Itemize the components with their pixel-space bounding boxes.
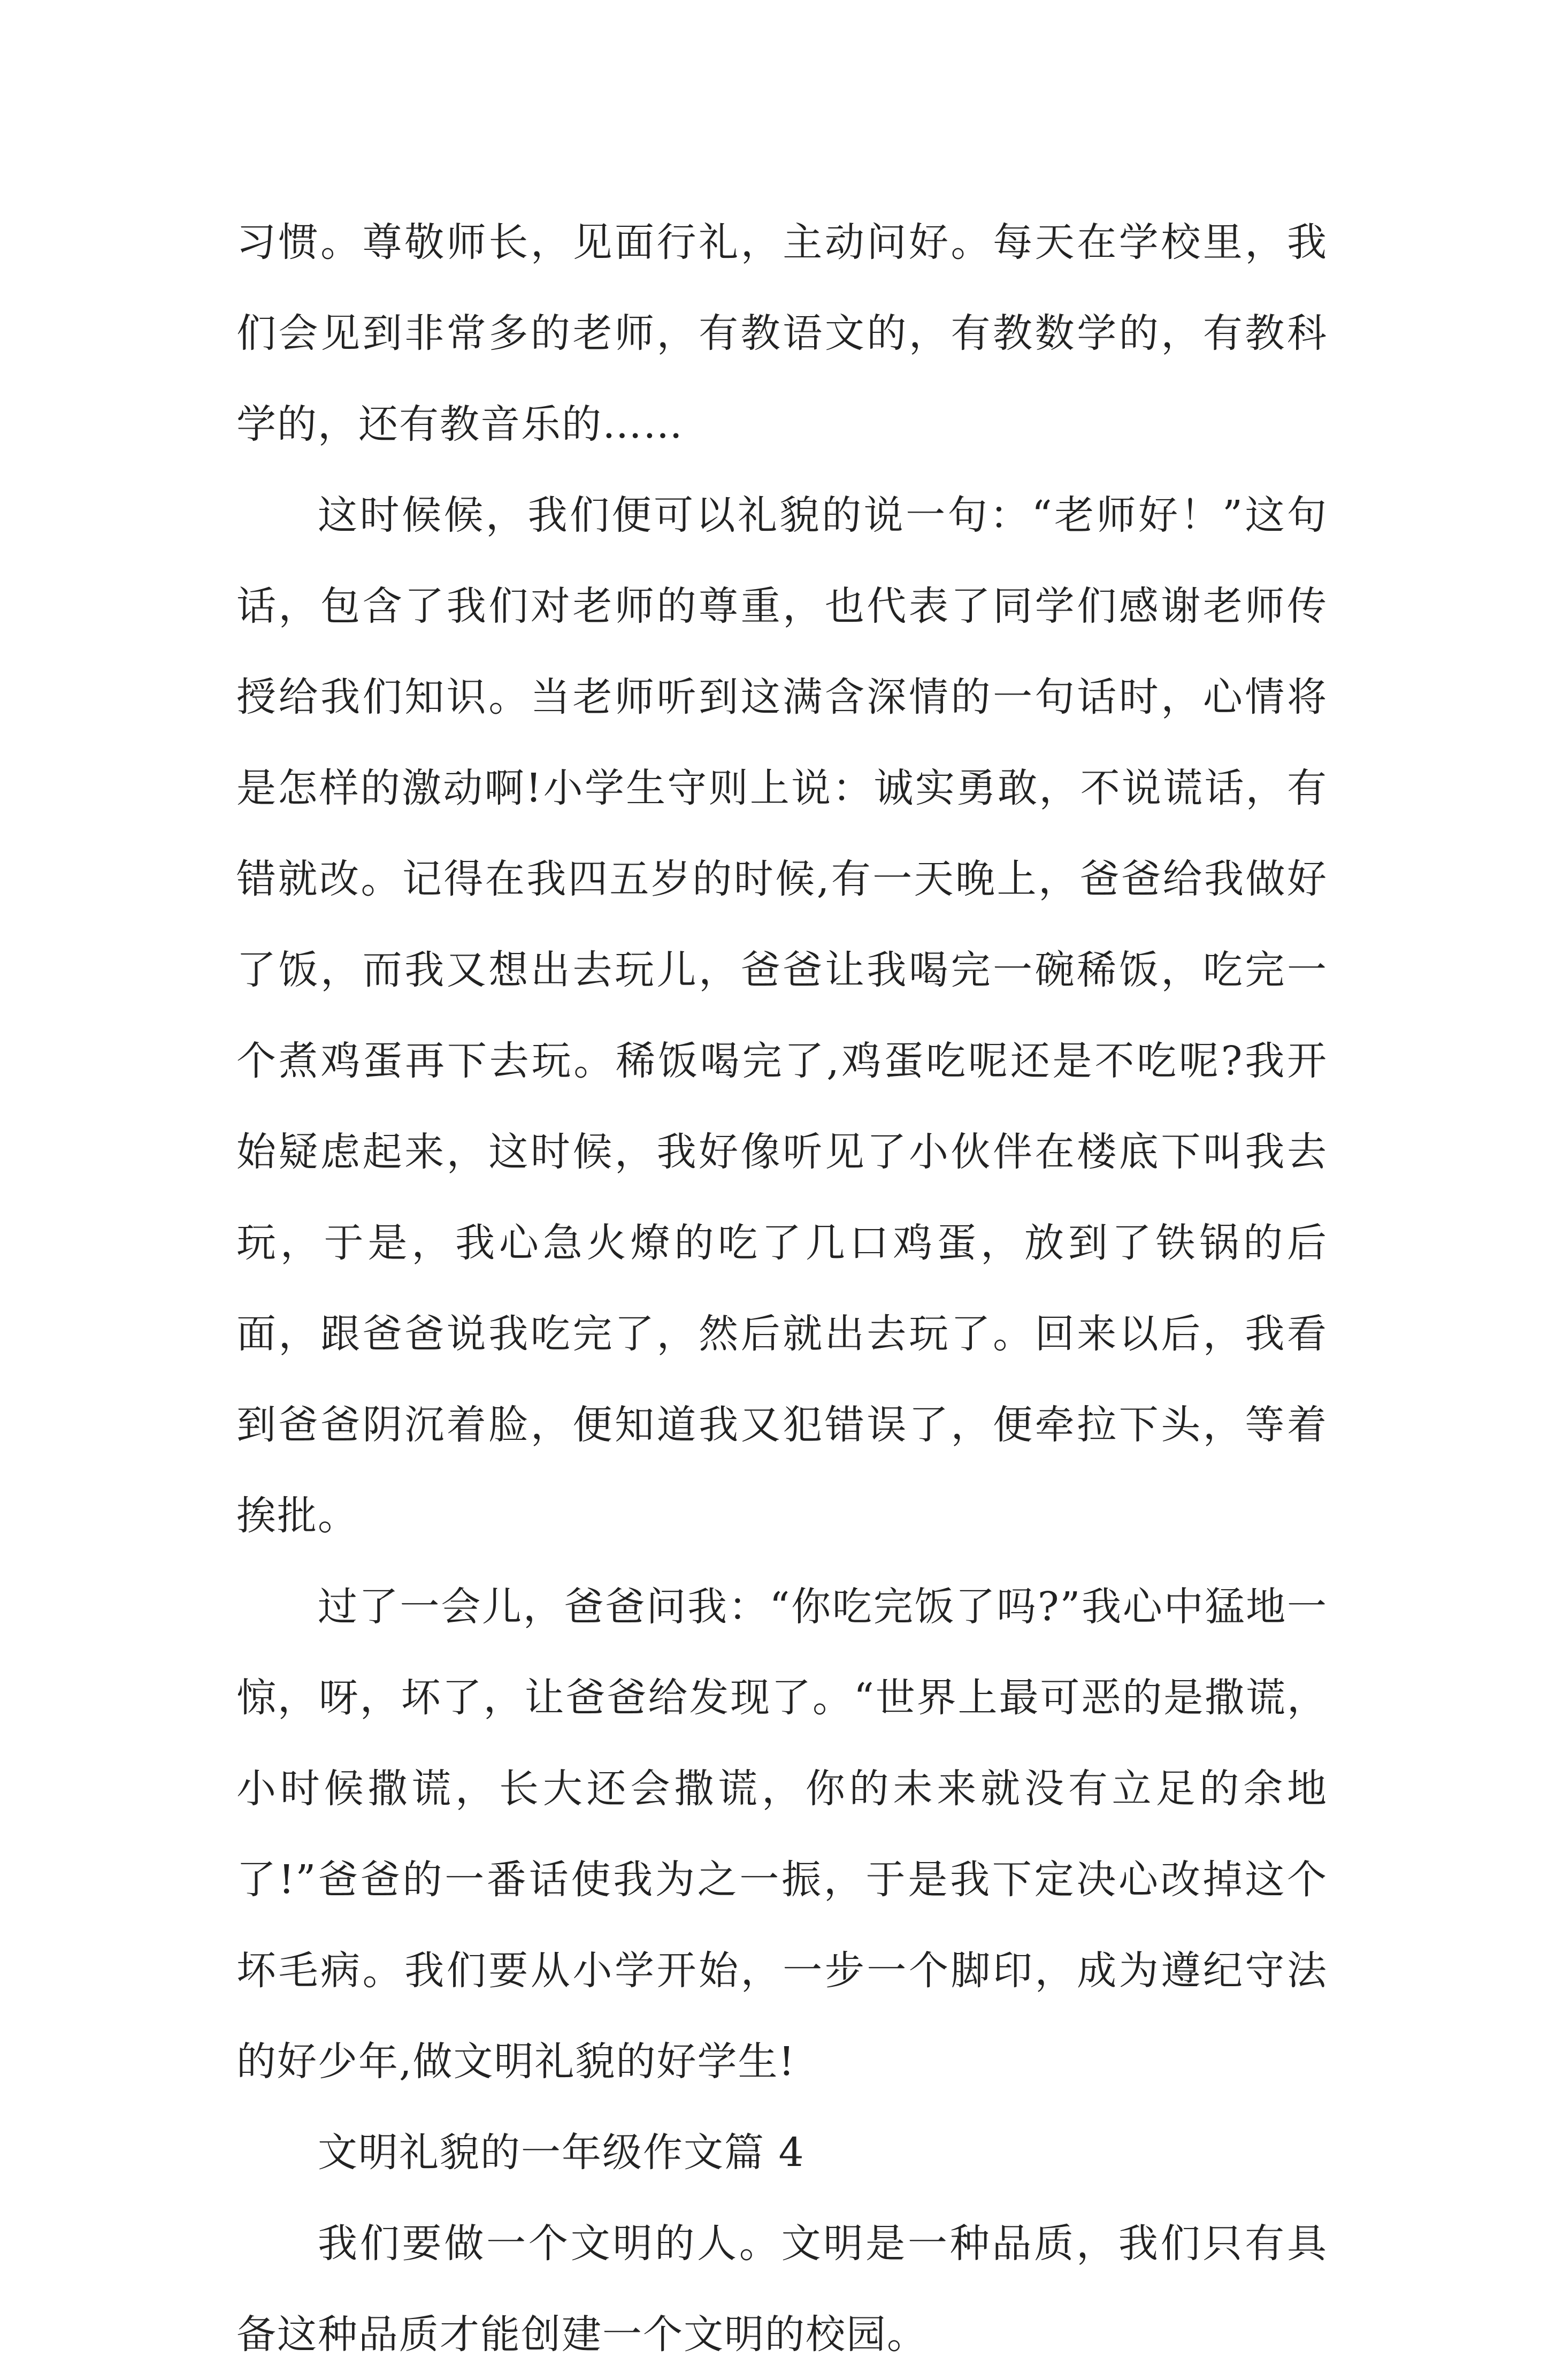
paragraph-civilized-person: 我们要做一个文明的人。文明是一种品质，我们只有具备这种品质才能创建一个文明的校园。 [236, 2221, 1328, 2358]
paragraph-polite-greeting: 这时候候，我们便可以礼貌的说一句：“老师好！”这句话，包含了我们对老师的尊重，也代表了同学们感谢老师传授给我们知识。当老师听到这满含深情的一句话时，心情将是怎样的激动啊!小学生守则上说：诚实勇敢，不说谎话，有错就改。记得在我四五岁的时候,有一天晚上，爸爸给我做好了饭，而我又想出去玩儿，爸爸让我喝完一碗稀饭，吃完一个煮鸡蛋再下去玩。稀饭喝完了,鸡蛋吃呢还是不吃呢?我开始疑虑起来，这时候，我好像听见了小伙伴在楼底下叫我去玩，于是，我心急火燎的吃了几口鸡蛋，放到了铁锅的后面，跟爸爸说我吃完了，然后就出去玩了。回来以后，我看到爸爸阴沉着脸，便知道我又犯错误了，便牵拉下头，等着挨批。 [236, 492, 1328, 1539]
paragraph-father-lesson: 过了一会儿，爸爸问我：“你吃完饭了吗?”我心中猛地一惊，呀，坏了，让爸爸给发现了。“世界上最可恶的是撒谎，小时候撒谎，长大还会撒谎，你的未来就没有立足的余地了!”爸爸的一番话使我为之一振，于是我下定决心改掉这个坏毛病。我们要从小学开始，一步一个脚印，成为遵纪守法的好少年,做文明礼貌的好学生! [236, 1584, 1328, 2085]
paragraph-continued: 习惯。尊敬师长，见面行礼，主动问好。每天在学校里，我们会见到非常多的老师，有教语文的，有教数学的，有教科学的，还有教音乐的…… [236, 219, 1328, 447]
section-heading: 文明礼貌的一年级作文篇 4 [318, 2130, 805, 2176]
document-body [236, 197, 1328, 2380]
